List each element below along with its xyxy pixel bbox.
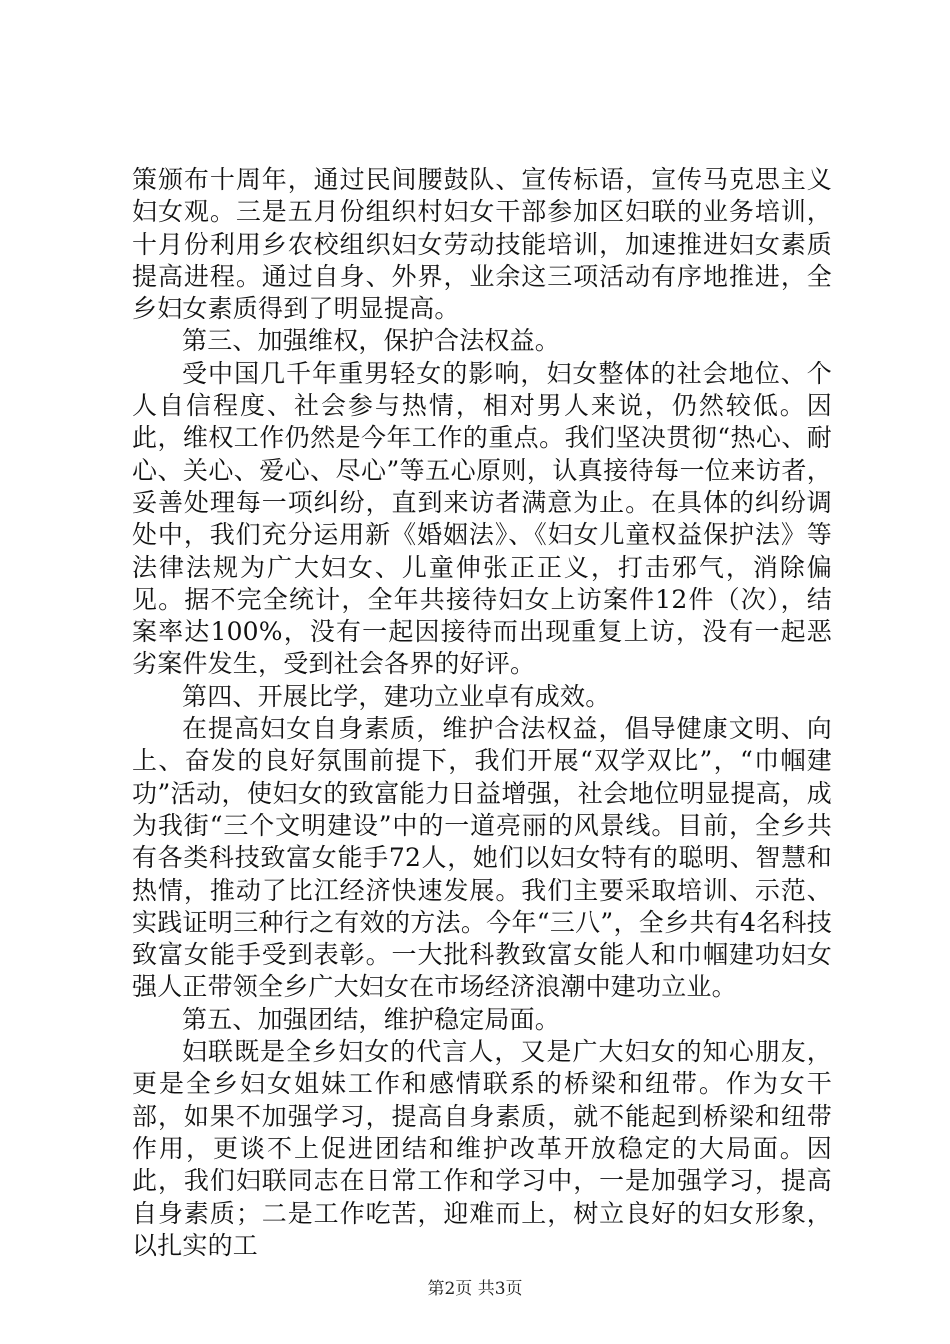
heading-section-4: 第四、开展比学，建功立业卓有成效。: [182, 681, 611, 711]
page-number-footer: 第2页 共3页: [427, 1279, 523, 1299]
paragraph-5: 在提高妇女自身素质，维护合法权益，倡导健康文明、向上、奋发的良好氛围前提下，我们开展“双学双比”，“巾帼建功”活动，使妇女的致富能力日益增强，社会地位明显提高，成为我街“三个文明建设”中的一道亮丽的风景线。目前，全乡共有各类科技致富女能手72人，她们以妇女特有的聪明、智慧和热情，推动了比江经济快速发展。我们主要采取培训、示范、实践证明三种行之有效的方法。今年“三八”，全乡共有4名科技致富女能手受到表彰。一大批科教致富女能人和巾帼建功妇女强人正带领全乡广大妇女在市场经济浪潮中建功立业。: [132, 714, 832, 1002]
document-body: [132, 164, 832, 1262]
paragraph-7: 妇联既是全乡妇女的代言人，又是广大妇女的知心朋友，更是全乡妇女姐妹工作和感情联系的桥梁和纽带。作为女干部，如果不加强学习，提高自身素质，就不能起到桥梁和纽带作用，更谈不上促进团结和维护改革开放稳定的大局面。因此，我们妇联同志在日常工作和学习中，一是加强学习，提高自身素质；二是工作吃苦，迎难而上，树立良好的妇女形象，以扎实的工: [132, 1037, 832, 1260]
heading-section-3: 第三、加强维权，保护合法权益。: [182, 326, 561, 356]
heading-section-5: 第五、加强团结，维护稳定局面。: [182, 1004, 561, 1034]
paragraph-3: 受中国几千年重男轻女的影响，妇女整体的社会地位、个人自信程度、社会参与热情，相对男人来说，仍然较低。因此，维权工作仍然是今年工作的重点。我们坚决贯彻“热心、耐心、关心、爱心、尽心”等五心原则，认真接待每一位来访者，妥善处理每一项纠纷，直到来访者满意为止。在具体的纠纷调处中，我们充分运用新《婚姻法》、《妇女儿童权益保护法》等法律法规为广大妇女、儿童伸张正正义，打击邪气，消除偏见。据不完全统计，全年共接待妇女上访案件12件（次），结案率达100%，没有一起因接待而出现重复上访，没有一起恶劣案件发生，受到社会各界的好评。: [132, 358, 832, 679]
paragraph-1: 策颁布十周年，通过民间腰鼓队、宣传标语，宣传马克思主义妇女观。三是五月份组织村妇女干部参加区妇联的业务培训，十月份利用乡农校组织妇女劳动技能培训，加速推进妇女素质提高进程。通过自身、外界，业余这三项活动有序地推进，全乡妇女素质得到了明显提高。: [132, 165, 832, 324]
